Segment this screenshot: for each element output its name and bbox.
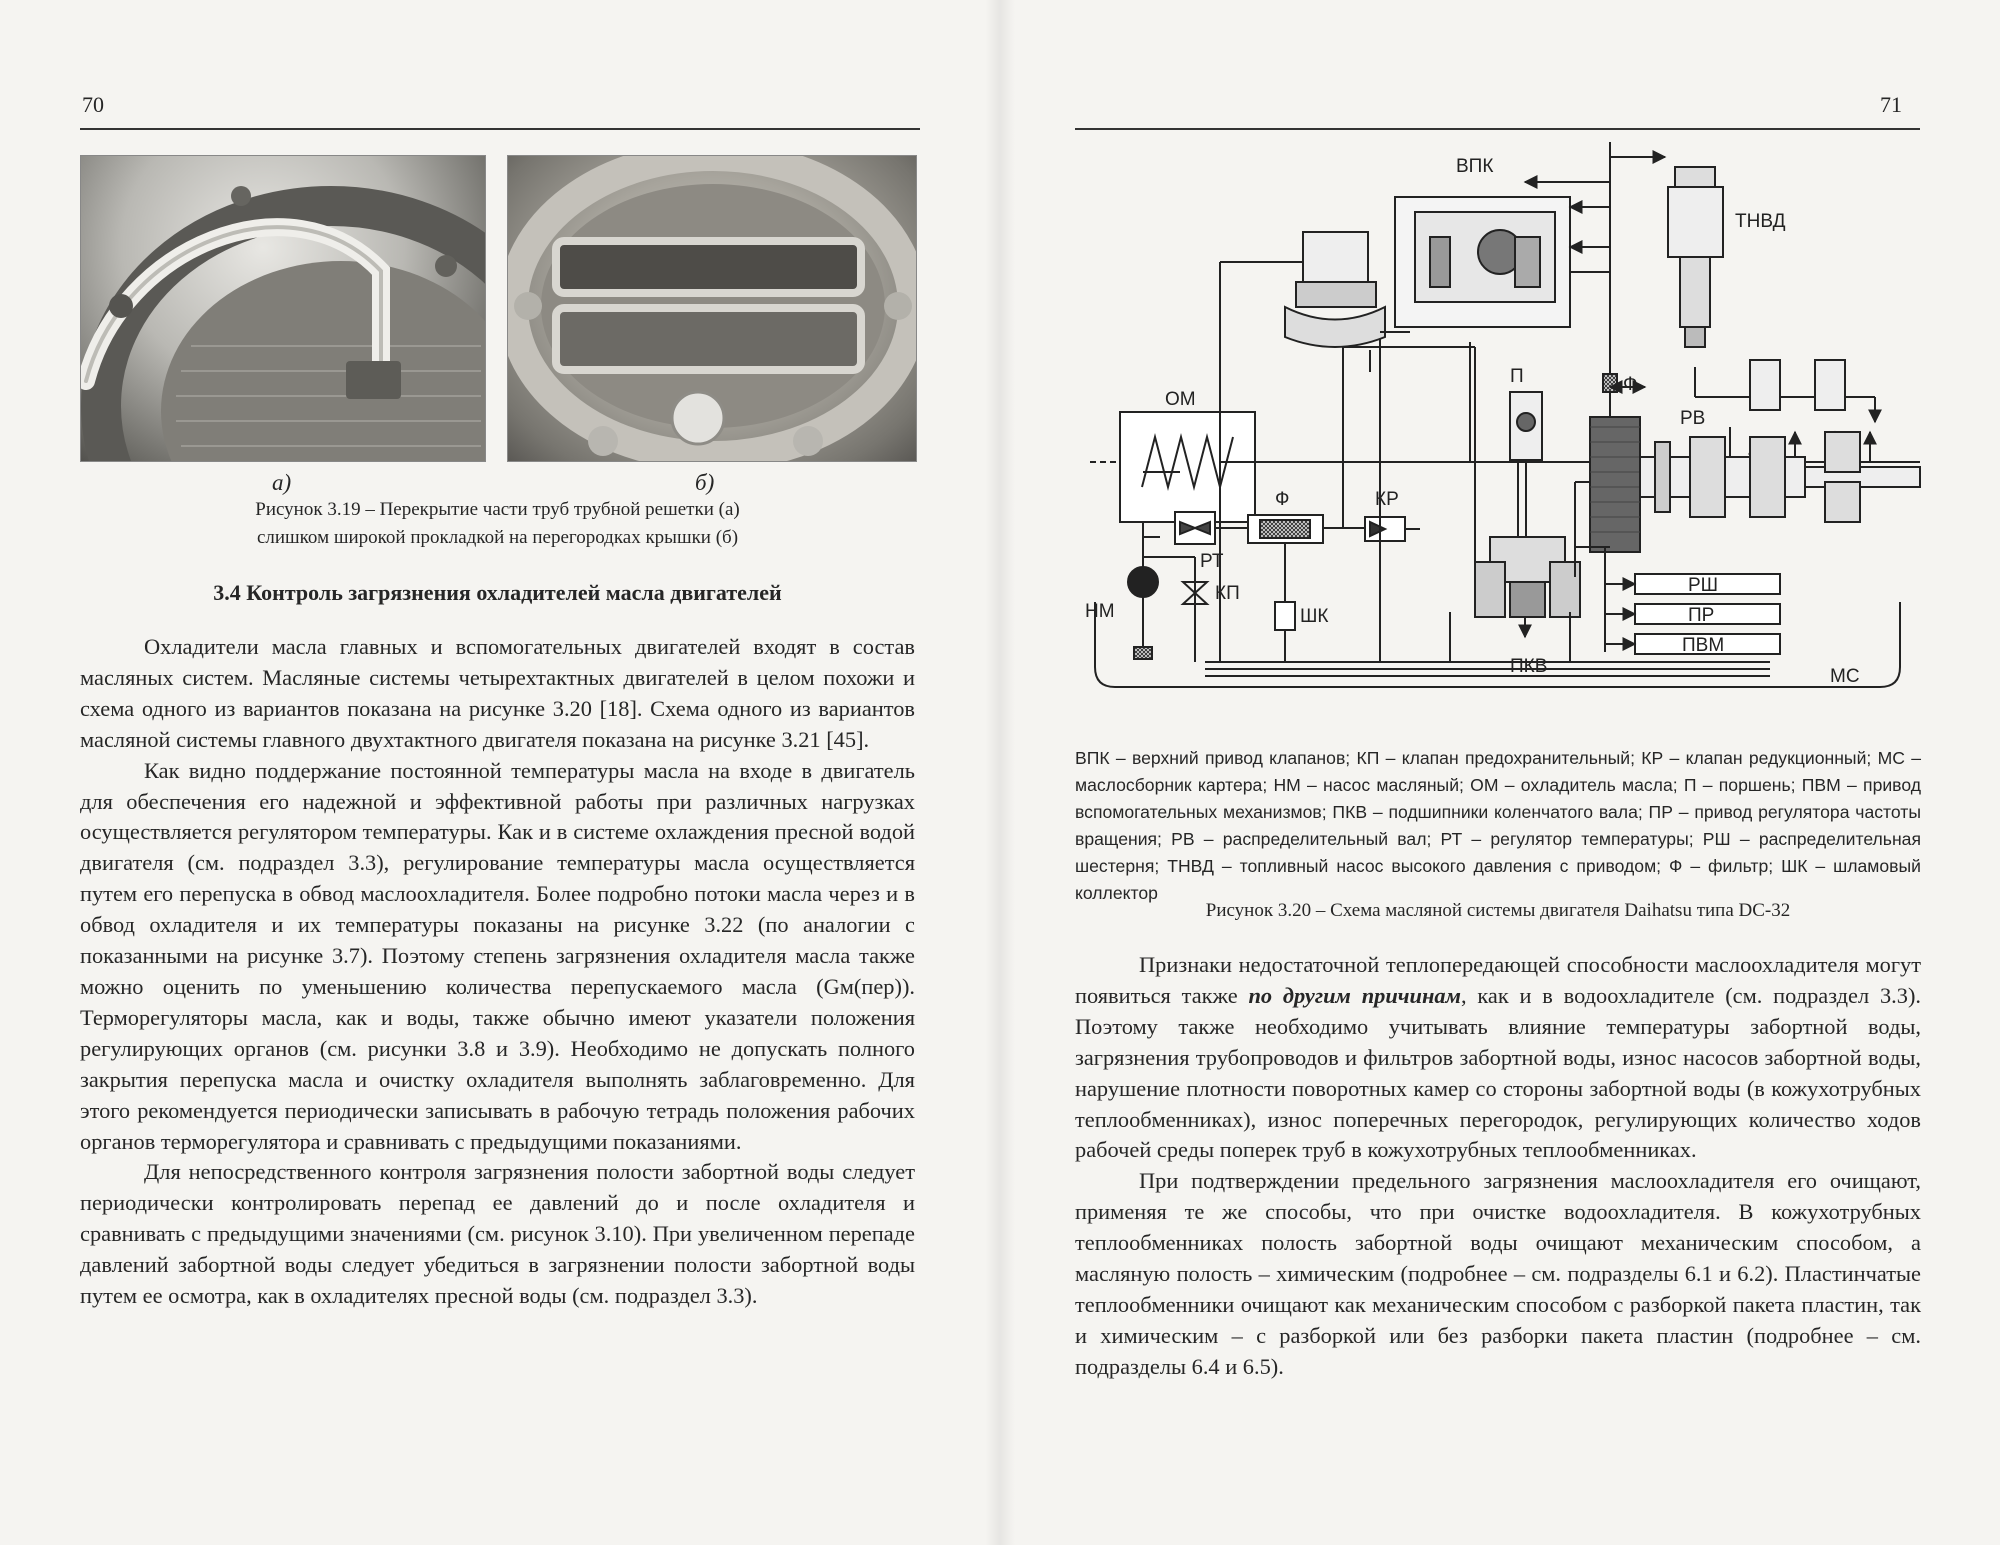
figure-legend: ВПК – верхний привод клапанов; КП – клапан предохранительный; КР – клапан редукционный; МС – маслосборник картера; НМ – насос масляный; ОМ – охладитель масла; П – поршень; ПВМ – привод вспомогательных механизмов; ПКВ – подшипники коленчатого вала; ПР – привод регулятора частоты вращения; РВ – распределительный вал; РТ – регулятор температуры; РШ – распределительная шестерня; ТНВД – топливный насос высокого давления с приводом; Ф – фильтр; ШК – шламовый коллектор	[1075, 748, 1921, 903]
schema-label-om: ОМ	[1165, 389, 1196, 410]
header-rule-right	[1075, 128, 1920, 130]
schema-label-ms: МС	[1830, 666, 1860, 687]
schema-label-kr: КР	[1375, 489, 1399, 510]
oil-system-diagram	[1070, 142, 1925, 732]
paragraph: Для непосредственного контроля загрязнения полости забортной воды следует периодически контролировать перепад ее давлений до и после охладителя и сравнивать с предыдущими значениями (см. рисунок 3.10). При увеличенном перепаде давлений забортной воды следует убедиться в загрязнении полости забортной воды путем ее осмотра, как в охладителях пресной воды (см. подраздел 3.3).	[80, 1159, 915, 1309]
schema-label-tnvd: ТНВД	[1735, 211, 1786, 232]
photo-a-illustration	[81, 156, 485, 461]
right-body-text	[1075, 950, 1921, 1383]
paragraph: При подтверждении предельного загрязнения маслоохладителя его очищают, применяя те же способы, что при очистке водоохладителя. В кожухотрубных теплообменниках полость забортной воды очищают механическим способом, а масляную полость – химическим (подробнее – см. подразделы 6.1 и 6.2). Пластинчатые теплообменники очищают как механическим способом с разборкой пакета пластин, так и химическим – с разборкой или без разборки пакета пластин (подробнее – см. подразделы 6.4 и 6.5).	[1075, 1168, 1921, 1379]
paragraph: Охладители масла главных и вспомогательных двигателей входят в состав масляных систем. Масляные системы четырехтактных двигателей в целом похожи и схема одного из вариантов показана на рисунке 3.20 [18]. Схема одного из вариантов масляной системы главного двухтактного двигателя показана на рисунке 3.21 [45].	[80, 634, 915, 752]
schema-label-pvm: ПВМ	[1682, 635, 1725, 656]
schema-label-p: П	[1510, 366, 1524, 387]
paragraph: Как видно поддержание постоянной температуры масла на входе в двигатель для обеспечения его надежной и эффективной работы при различных нагрузках осуществляется регулятором температуры. Как и в системе охлаждения пресной водой двигателя (см. подраздел 3.3), регулирование температуры масла осуществляется путем его перепуска в обвод маслоохладителя. Более подробно потоки масла через и в обвод охладителя и их температуры показаны на рисунке 3.22 (по аналогии с показанными на рисунке 3.7). Поэтому степень загрязнения охладителя масла также можно оценить по уменьшению количества перепускаемого масла (Gм(пер)). Терморегуляторы масла, как и воды, также обычно имеют указатели положения регулирующих органов (см. рисунки 3.8 и 3.9). Необходимо не допускать полного закрытия перепуска масла и очистку охладителя выполнять заблаговременно. Для этого рекомендуется периодически записывать в рабочую тетрадь положения рабочих органов терморегулятора и сравнивать с предыдущими показаниями.	[80, 757, 915, 1154]
figure-caption-line-2: слишком широкой прокладкой на перегородках крышки (б)	[256, 527, 739, 548]
schema-label-shk: ШК	[1300, 606, 1329, 627]
schema-label-pr: ПР	[1688, 605, 1715, 626]
figure-caption-line-1: Рисунок 3.19 – Перекрытие части труб трубной решетки (а)	[255, 499, 740, 520]
schema-label-rsh: РШ	[1688, 575, 1719, 596]
page-number-left: 70	[82, 92, 104, 117]
figure-caption: Рисунок 3.20 – Схема масляной системы двигателя Daihatsu типа DC-32	[1205, 900, 1791, 921]
paragraph-text-end: , как и в водоохладителе (см. подраздел 3.3). Поэтому также необходимо учитывать влияние температуры забортной воды, загрязнения трубопроводов и фильтров забортной воды, износ насосов забортной воды, нарушение плотности поворотных камер со стороны забортной воды (в кожухотрубных теплообменниках), износ поперечных перегородок, регулирующих количество ходов рабочей среды поперек труб в кожухотрубных теплообменниках.	[1075, 982, 1921, 1163]
photo-tube-sheet-a	[80, 155, 486, 462]
schema-label-vpk: ВПК	[1456, 156, 1494, 177]
schema-label-pkv: ПКВ	[1510, 656, 1548, 677]
emphasis-text: по другим причинам	[1248, 982, 1461, 1008]
section-heading: 3.4 Контроль загрязнения охладителей масла двигателей	[213, 580, 782, 605]
schema-label-rv: РВ	[1680, 408, 1706, 429]
paragraph-text-start: Признаки недостаточной теплопередающей способности маслоохладителя могут появиться также	[1075, 952, 1921, 1008]
schema-label-f-mid: Ф	[1275, 489, 1290, 510]
schema-label-nm: НМ	[1085, 601, 1115, 622]
header-rule-left	[80, 128, 920, 130]
book-gutter	[985, 0, 1015, 1545]
subfigure-label-b: б)	[695, 470, 715, 495]
schema-label-f-top: Ф	[1623, 374, 1638, 395]
left-body-text	[80, 632, 915, 1312]
subfigure-label-a: а)	[272, 470, 292, 495]
paragraph	[1075, 950, 1921, 1166]
schema-label-rt: РТ	[1200, 551, 1224, 572]
photo-b-illustration	[508, 156, 916, 461]
photo-cover-gasket-b	[507, 155, 917, 462]
schema-label-kp: КП	[1215, 583, 1240, 604]
page-number-right: 71	[1880, 92, 1902, 117]
